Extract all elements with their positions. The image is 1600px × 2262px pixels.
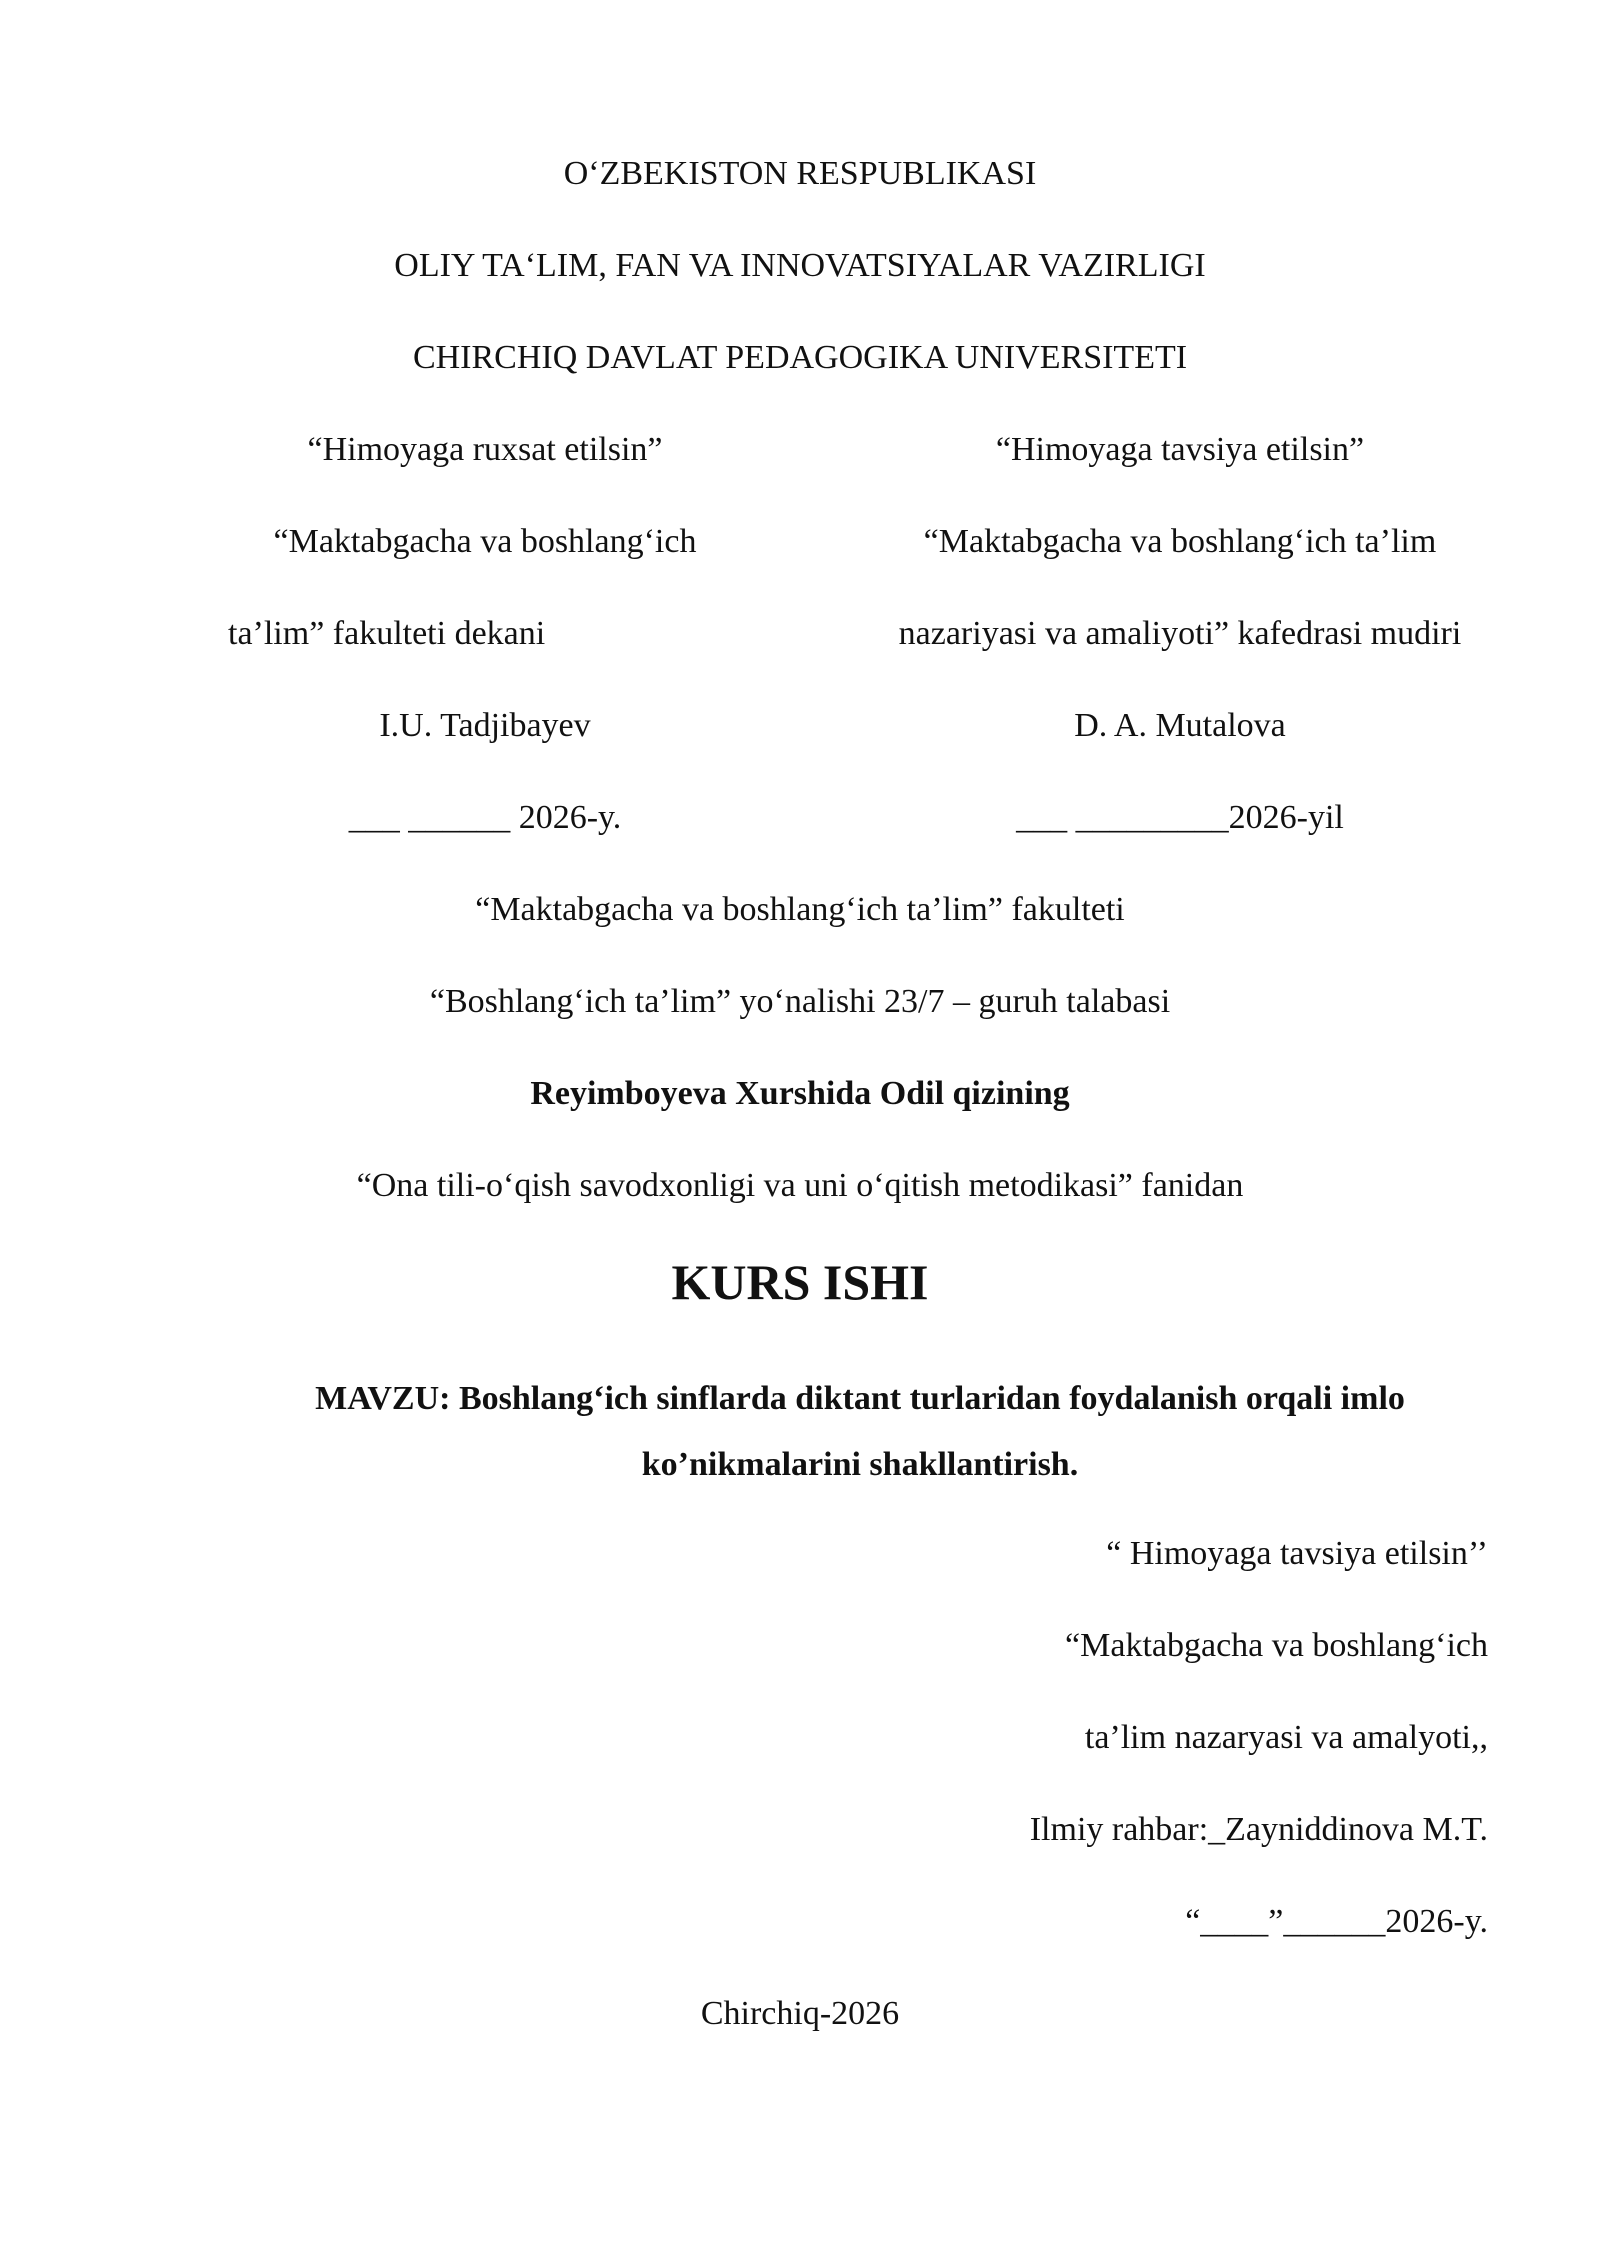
left-approval-heading: “Himoyaga ruxsat etilsin” (307, 431, 663, 468)
left-approval-name: I.U. Tadjibayev (379, 707, 591, 744)
ministry-name-line: OLIY TA‘LIM, FAN VA INNOVATSIYALAR VAZIRLIGI (394, 247, 1206, 284)
supervisor-name-line: Ilmiy rahbar:_Zayniddinova M.T. (1029, 1811, 1488, 1848)
student-faculty-line: “Maktabgacha va boshlang‘ich ta’lim” fakulteti (475, 891, 1125, 928)
left-approval-faculty-line: “Maktabgacha va boshlang‘ich (273, 523, 697, 560)
left-approval-dean-line: ta’lim” fakulteti dekani (228, 615, 546, 652)
topic-block (200, 1366, 1520, 1498)
student-direction-line: “Boshlang‘ich ta’lim” yo‘nalishi 23/7 – guruh talabasi (429, 983, 1171, 1020)
topic-line-1: MAVZU: Boshlang‘ich sinflarda diktant turlaridan foydalanish orqali imlo (315, 1380, 1405, 1417)
right-approval-head-line: nazariyasi va amaliyoti” kafedrasi mudiri (898, 615, 1462, 652)
student-name: Reyimboyeva Xurshida Odil qizining (530, 1075, 1070, 1112)
right-approval-heading: “Himoyaga tavsiya etilsin” (995, 431, 1365, 468)
supervisor-department-line-2: ta’lim nazaryasi va amalyoti,, (1084, 1719, 1488, 1756)
right-approval-date: ___ _________2026-yil (1016, 799, 1344, 836)
university-name-line: CHIRCHIQ DAVLAT PEDAGOGIKA UNIVERSITETI (412, 339, 1188, 376)
supervisor-date-line: “____”______2026-y. (1185, 1903, 1488, 1940)
right-approval-name: D. A. Mutalova (1074, 707, 1286, 744)
document-title: KURS ISHI (671, 1254, 929, 1310)
ministry-country-line: O‘ZBEKISTON RESPUBLIKASI (563, 155, 1037, 192)
supervisor-recommendation-line: “ Himoyaga tavsiya etilsin’’ (1106, 1535, 1488, 1572)
subject-line: “Ona tili-o‘qish savodxonligi va uni o‘qitish metodikasi” fanidan (356, 1167, 1244, 1204)
left-approval-date: ___ ______ 2026-y. (348, 799, 622, 836)
supervisor-department-line-1: “Maktabgacha va boshlang‘ich (1065, 1627, 1488, 1664)
right-approval-department-line: “Maktabgacha va boshlang‘ich ta’lim (923, 523, 1437, 560)
topic-line-2: ko’nikmalarini shakllantirish. (641, 1446, 1079, 1483)
place-and-year: Chirchiq-2026 (700, 1995, 900, 2032)
